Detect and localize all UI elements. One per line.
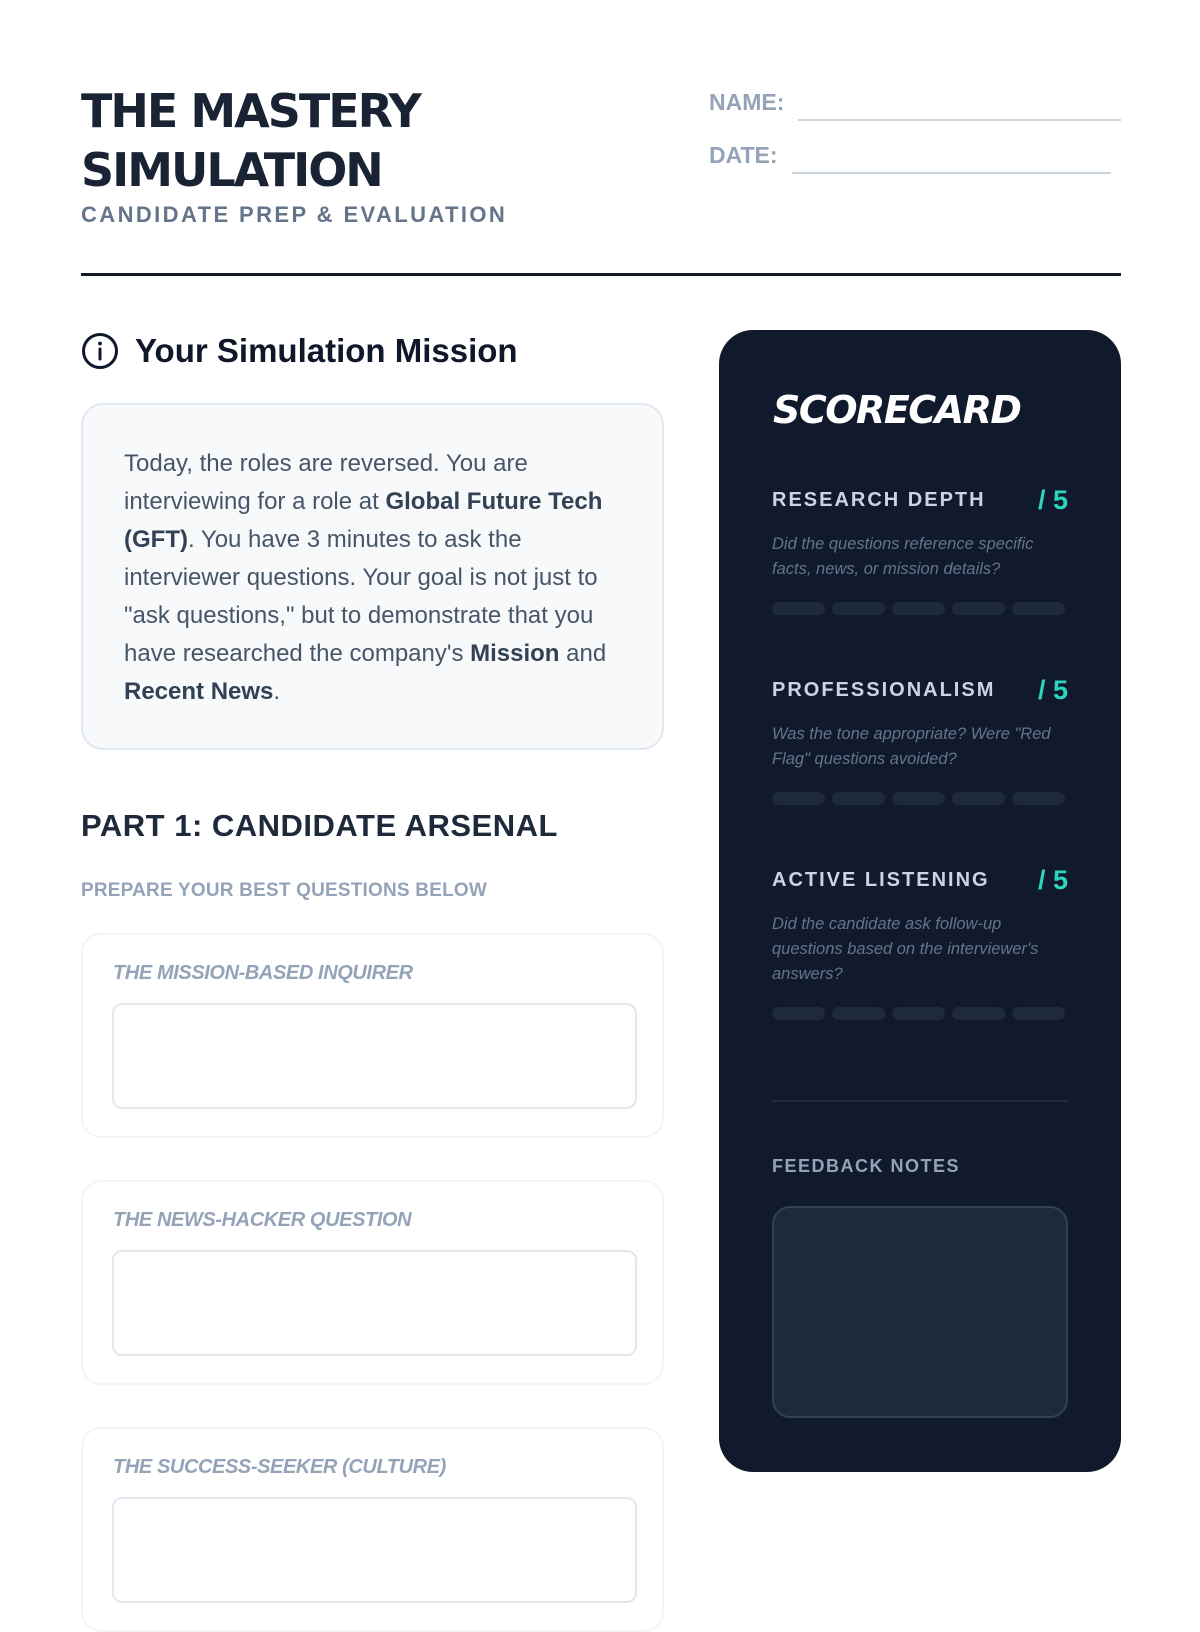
metric-header <box>772 672 1068 708</box>
name-field-row <box>709 86 1121 121</box>
metric-score[interactable]: / 5 <box>1037 674 1068 705</box>
question-card <box>81 1427 664 1632</box>
part1-subtitle: PREPARE YOUR BEST QUESTIONS BELOW <box>81 880 487 901</box>
rating-pip[interactable] <box>952 602 1005 615</box>
rating-scale <box>772 792 1068 805</box>
worksheet-page <box>81 0 1121 1600</box>
feedback-notes-input[interactable] <box>772 1206 1068 1418</box>
header-divider <box>81 273 1121 276</box>
rating-pip[interactable] <box>1012 602 1065 615</box>
metric-header <box>772 482 1068 518</box>
mission-title: Your Simulation Mission <box>135 332 518 369</box>
scorecard-panel <box>719 330 1121 1472</box>
page-header <box>81 82 1121 277</box>
metric-score[interactable]: / 5 <box>1037 484 1068 515</box>
rating-pip[interactable] <box>952 792 1005 805</box>
mission-description <box>81 403 664 750</box>
metric-description: Was the tone appropriate? Were "Red Flag" questions avoided? <box>772 725 1051 768</box>
feedback-notes-label: FEEDBACK NOTES <box>772 1156 961 1176</box>
metric-professionalism <box>772 672 1068 805</box>
scorecard-divider <box>772 1100 1068 1102</box>
company-name: Global Future Tech (GFT) <box>124 488 603 553</box>
part1-title: PART 1: CANDIDATE ARSENAL <box>81 808 558 843</box>
mission-heading <box>81 332 518 370</box>
rating-pip[interactable] <box>892 602 945 615</box>
rating-scale <box>772 602 1068 615</box>
mission-text: . <box>273 678 281 705</box>
rating-pip[interactable] <box>772 1007 825 1020</box>
mission-text: Today, the roles are reversed. You are interviewing for a role at <box>124 450 528 515</box>
rating-pip[interactable] <box>832 602 885 615</box>
question-card <box>81 933 664 1138</box>
rating-scale <box>772 1007 1068 1020</box>
metric-description: Did the questions reference specific facts, news, or mission details? <box>772 535 1034 578</box>
header-fields <box>709 86 1121 192</box>
news-question-input[interactable] <box>112 1250 637 1356</box>
info-icon <box>81 332 119 370</box>
culture-question-input[interactable] <box>112 1497 637 1603</box>
page-subtitle: CANDIDATE PREP & EVALUATION <box>81 202 508 227</box>
name-label: NAME: <box>709 89 785 115</box>
metric-active-listening <box>772 862 1068 1020</box>
date-field-row <box>709 139 1121 174</box>
rating-pip[interactable] <box>832 1007 885 1020</box>
mission-keyword: Mission <box>470 640 560 667</box>
metric-description: Did the candidate ask follow-up questions based on the interviewer's answers? <box>772 915 1039 983</box>
mission-question-input[interactable] <box>112 1003 637 1109</box>
date-label: DATE: <box>709 142 778 168</box>
name-field[interactable] <box>798 87 1121 121</box>
question-card <box>81 1180 664 1385</box>
rating-pip[interactable] <box>772 792 825 805</box>
metric-name: ACTIVE LISTENING <box>772 868 990 891</box>
news-keyword: Recent News <box>124 678 274 705</box>
metric-name: RESEARCH DEPTH <box>772 488 986 511</box>
rating-pip[interactable] <box>1012 1007 1065 1020</box>
question-label: THE NEWS-HACKER QUESTION <box>113 1209 412 1231</box>
rating-pip[interactable] <box>1012 792 1065 805</box>
rating-pip[interactable] <box>952 1007 1005 1020</box>
metric-research-depth <box>772 482 1068 615</box>
metric-name: PROFESSIONALISM <box>772 678 996 701</box>
rating-pip[interactable] <box>772 602 825 615</box>
rating-pip[interactable] <box>832 792 885 805</box>
mission-text: and <box>559 640 607 667</box>
metric-header <box>772 862 1068 898</box>
page-title: THE MASTERY SIMULATION <box>81 84 420 197</box>
metric-score[interactable]: / 5 <box>1037 864 1068 895</box>
question-label: THE SUCCESS-SEEKER (CULTURE) <box>113 1456 446 1478</box>
rating-pip[interactable] <box>892 1007 945 1020</box>
date-field[interactable] <box>792 140 1111 174</box>
rating-pip[interactable] <box>892 792 945 805</box>
question-label: THE MISSION-BASED INQUIRER <box>113 962 413 984</box>
mission-text: . You have 3 minutes to ask the interviewer questions. Your goal is not just to "ask questions," but to demonstrate that you have researched the company's <box>124 526 598 667</box>
scorecard-title: SCORECARD <box>773 388 1021 432</box>
